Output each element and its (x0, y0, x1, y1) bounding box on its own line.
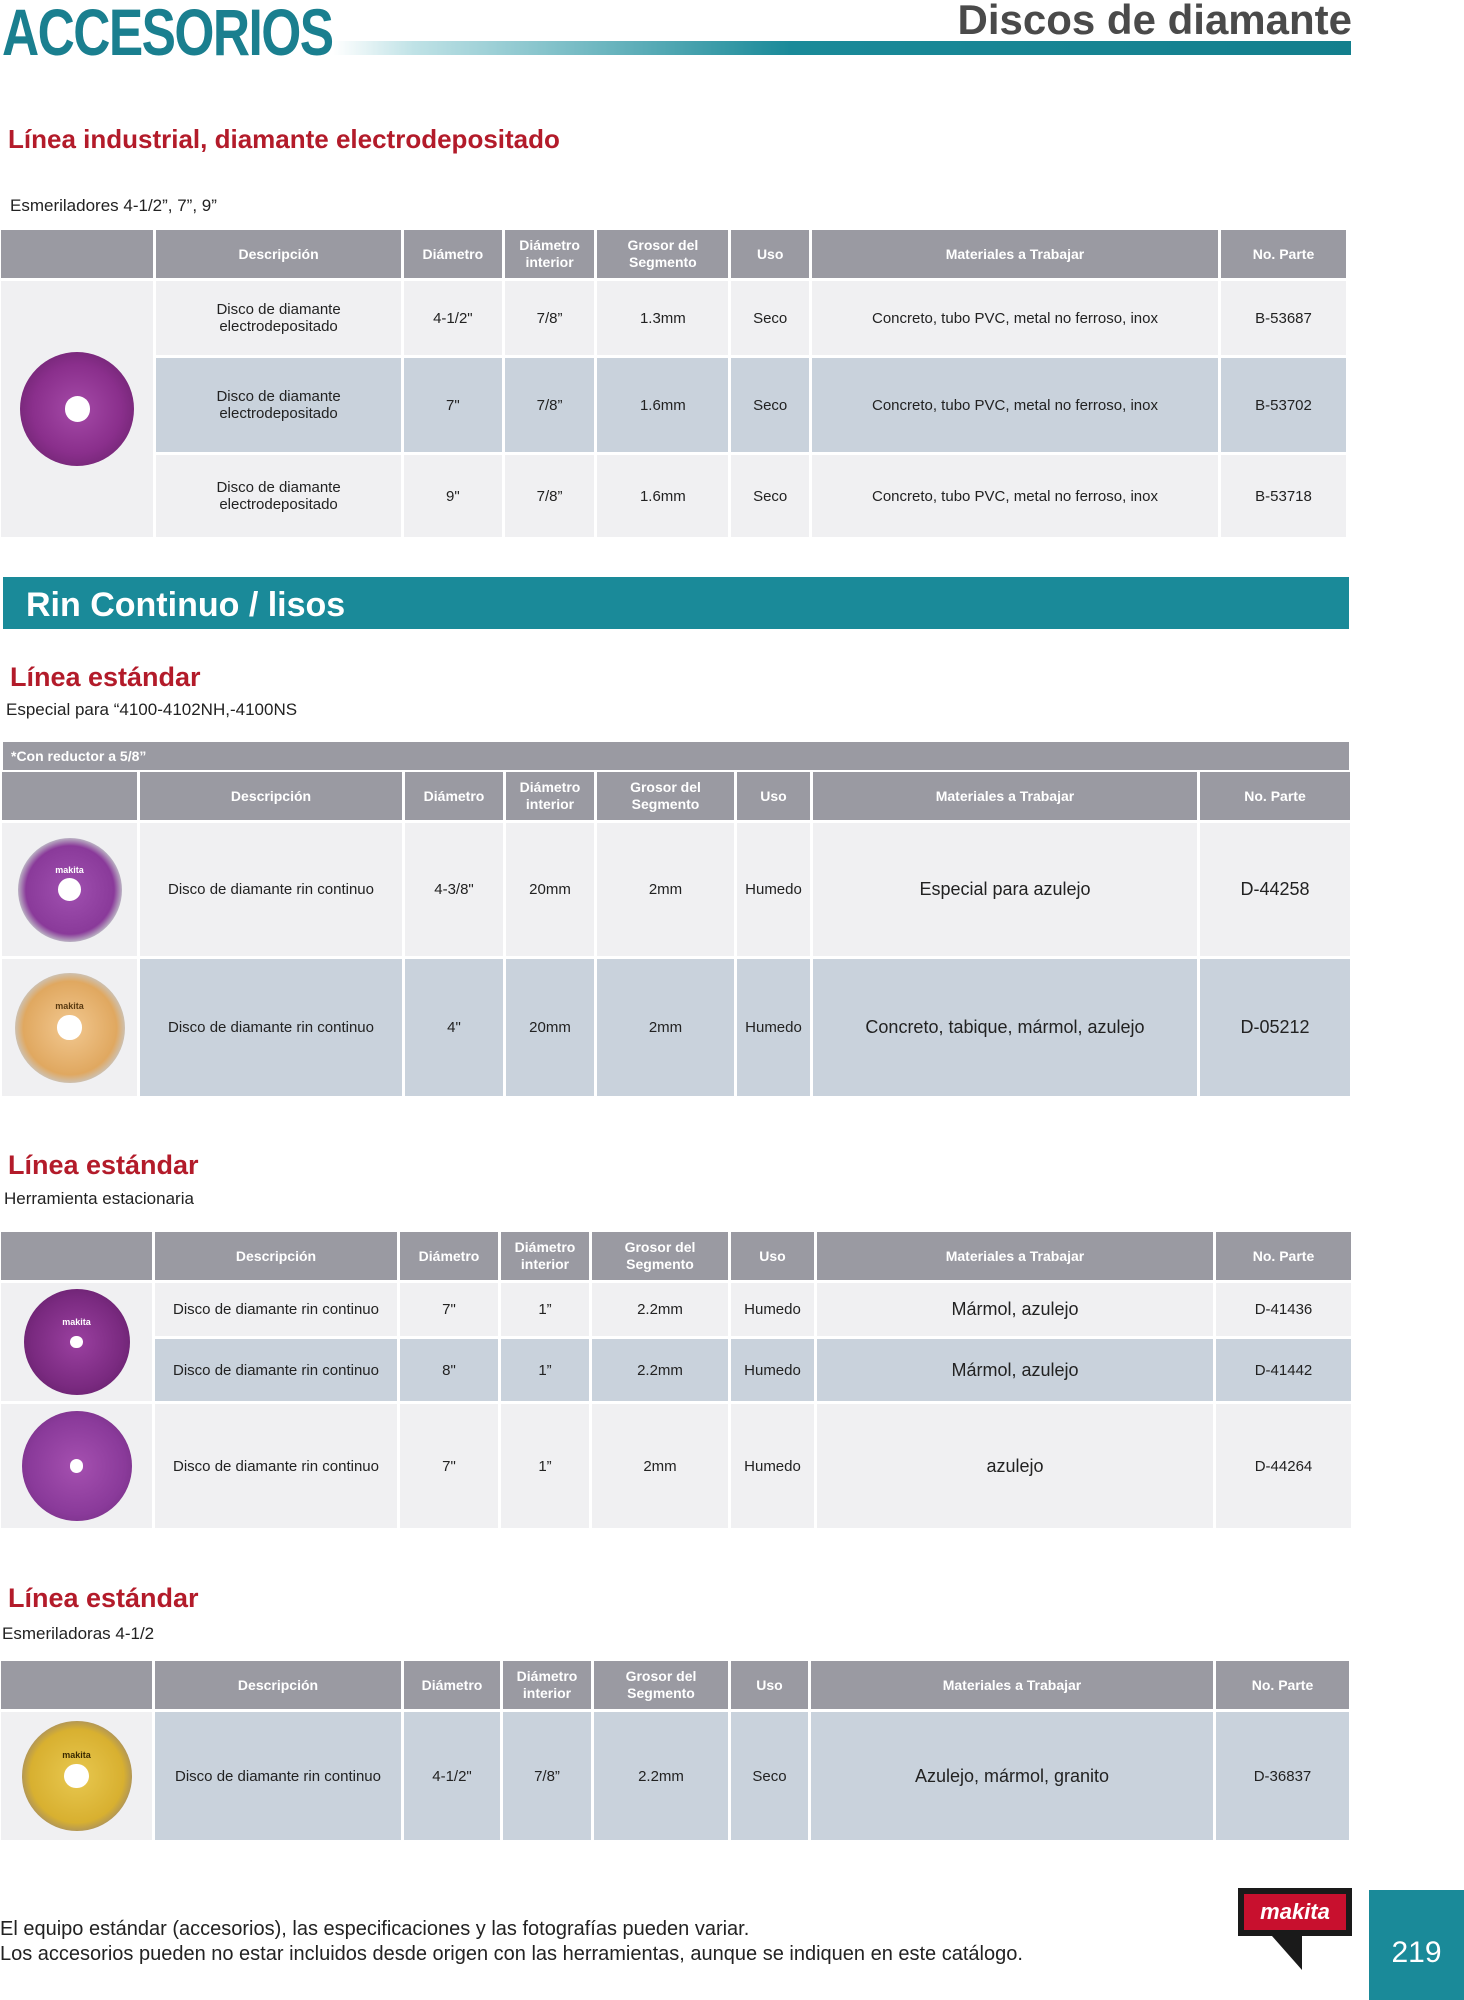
cell-diameter: 9" (404, 455, 502, 537)
col-header-part-number: No. Parte (1200, 772, 1350, 820)
cell-use: Seco (731, 281, 809, 355)
section1-subtitle: Esmeriladores 4-1/2”, 7”, 9” (10, 196, 217, 215)
reducer-note-bar (3, 742, 1349, 770)
cell-inner-diameter: 1” (501, 1283, 589, 1336)
col-header-inner-diameter: Diámetro interior (506, 772, 594, 820)
footer-disclaimer-2: Los accesorios pueden no estar incluidos desde origen con las herramientas, aunque se indiquen en este catálogo. (0, 1943, 1023, 1965)
col-header-image (1, 1232, 152, 1280)
reducer-note: *Con reductor a 5/8” (11, 748, 147, 764)
cell-diameter: 7" (404, 358, 502, 452)
table-row (1, 1404, 1351, 1528)
col-header-materials: Materiales a Trabajar (812, 230, 1218, 278)
section3-table (0, 1232, 1354, 1528)
table-row (1, 1339, 1351, 1401)
cell-inner-diameter: 7/8” (503, 1712, 591, 1840)
section1-table (0, 230, 1349, 537)
product-image (2, 823, 137, 956)
cell-inner-diameter: 20mm (506, 959, 594, 1096)
cell-thickness: 1.6mm (597, 358, 728, 452)
cell-part-number: B-53687 (1221, 281, 1346, 355)
col-header-part-number: No. Parte (1221, 230, 1346, 278)
cell-part-number: D-05212 (1200, 959, 1350, 1096)
cell-materials: Mármol, azulejo (817, 1339, 1213, 1401)
cell-diameter: 4-1/2" (404, 281, 502, 355)
cell-diameter: 4-1/2" (404, 1712, 500, 1840)
cell-inner-diameter: 7/8” (505, 358, 595, 452)
col-header-image (2, 772, 137, 820)
cell-diameter: 4" (405, 959, 503, 1096)
cell-part-number: D-44258 (1200, 823, 1350, 956)
cell-use: Seco (731, 358, 809, 452)
cell-materials: azulejo (817, 1404, 1213, 1528)
diamond-disc-icon (15, 973, 125, 1083)
col-header-inner-diameter: Diámetro interior (503, 1661, 591, 1709)
section2-subtitle: Especial para “4100-4102NH,-4100NS (6, 700, 298, 719)
cell-materials: Concreto, tubo PVC, metal no ferroso, inox (812, 358, 1218, 452)
diamond-disc-icon (24, 1289, 130, 1395)
cell-materials: Concreto, tubo PVC, metal no ferroso, inox (812, 281, 1218, 355)
section-title-accesorios: ACCESORIOS (2, 0, 333, 69)
col-header-description: Descripción (155, 1661, 401, 1709)
col-header-thickness: Grosor del Segmento (592, 1232, 728, 1280)
product-image (2, 959, 137, 1096)
cell-diameter: 7" (400, 1404, 498, 1528)
table-row (1, 281, 1346, 355)
section4-subtitle: Esmeriladoras 4-1/2 (2, 1624, 155, 1643)
table-row (2, 823, 1350, 956)
section2-table (0, 772, 1353, 1096)
cell-description: Disco de diamante electrodepositado (156, 358, 401, 452)
cell-diameter: 8" (400, 1339, 498, 1401)
cell-description: Disco de diamante rin continuo (155, 1712, 401, 1840)
col-header-diameter: Diámetro (404, 1661, 500, 1709)
cell-use: Seco (731, 1712, 808, 1840)
cell-use: Seco (731, 455, 809, 537)
section3-title: Línea estándar (8, 1150, 199, 1180)
makita-brand-mark: makita (62, 1749, 91, 1760)
col-header-part-number: No. Parte (1216, 1232, 1351, 1280)
section4-table (0, 1661, 1352, 1840)
rin-continuo-title: Rin Continuo / lisos (26, 586, 346, 624)
col-header-thickness: Grosor del Segmento (597, 230, 728, 278)
cell-materials: Concreto, tubo PVC, metal no ferroso, inox (812, 455, 1218, 537)
section1-title: Línea industrial, diamante electrodepositado (8, 124, 560, 154)
cell-materials: Especial para azulejo (813, 823, 1197, 956)
table-row (1, 1712, 1349, 1840)
makita-brand-mark: makita (55, 1001, 84, 1012)
col-header-use: Uso (731, 1661, 808, 1709)
col-header-image (1, 1661, 152, 1709)
section4-title: Línea estándar (8, 1583, 199, 1613)
cell-thickness: 2.2mm (592, 1283, 728, 1336)
footer-disclaimer-1: El equipo estándar (accesorios), las especificaciones y las fotografías pueden variar. (0, 1918, 750, 1940)
makita-logo (1238, 1888, 1352, 1970)
cell-inner-diameter: 7/8” (505, 455, 595, 537)
cell-part-number: B-53718 (1221, 455, 1346, 537)
table-row (2, 959, 1350, 1096)
cell-use: Humedo (731, 1404, 814, 1528)
cell-inner-diameter: 1” (501, 1404, 589, 1528)
col-header-description: Descripción (140, 772, 402, 820)
col-header-materials: Materiales a Trabajar (811, 1661, 1213, 1709)
cell-thickness: 2mm (597, 959, 734, 1096)
cell-part-number: D-41442 (1216, 1339, 1351, 1401)
col-header-description: Descripción (156, 230, 401, 278)
product-image (1, 281, 153, 537)
cell-thickness: 1.6mm (597, 455, 728, 537)
col-header-diameter: Diámetro (404, 230, 502, 278)
col-header-inner-diameter: Diámetro interior (505, 230, 595, 278)
cell-thickness: 2.2mm (592, 1339, 728, 1401)
diamond-disc-icon (20, 352, 134, 466)
diamond-disc-icon (18, 838, 122, 942)
cell-materials: Azulejo, mármol, granito (811, 1712, 1213, 1840)
cell-materials: Mármol, azulejo (817, 1283, 1213, 1336)
col-header-description: Descripción (155, 1232, 397, 1280)
col-header-thickness: Grosor del Segmento (597, 772, 734, 820)
logo-text: makita (1260, 1899, 1330, 1924)
product-image (1, 1283, 152, 1401)
cell-use: Humedo (731, 1283, 814, 1336)
cell-diameter: 4-3/8" (405, 823, 503, 956)
cell-thickness: 2mm (592, 1404, 728, 1528)
cell-description: Disco de diamante rin continuo (140, 959, 402, 1096)
col-header-use: Uso (737, 772, 810, 820)
col-header-inner-diameter: Diámetro interior (501, 1232, 589, 1280)
col-header-use: Uso (731, 230, 809, 278)
cell-description: Disco de diamante rin continuo (140, 823, 402, 956)
cell-description: Disco de diamante electrodepositado (156, 455, 401, 537)
cell-materials: Concreto, tabique, mármol, azulejo (813, 959, 1197, 1096)
col-header-diameter: Diámetro (400, 1232, 498, 1280)
cell-part-number: D-36837 (1216, 1712, 1349, 1840)
section2-title: Línea estándar (10, 662, 201, 692)
cell-thickness: 2mm (597, 823, 734, 956)
product-image (1, 1404, 152, 1528)
cell-description: Disco de diamante rin continuo (155, 1404, 397, 1528)
cell-inner-diameter: 1” (501, 1339, 589, 1401)
cell-diameter: 7" (400, 1283, 498, 1336)
cell-part-number: D-44264 (1216, 1404, 1351, 1528)
makita-brand-mark: makita (55, 864, 84, 875)
col-header-materials: Materiales a Trabajar (817, 1232, 1213, 1280)
col-header-use: Uso (731, 1232, 814, 1280)
cell-description: Disco de diamante electrodepositado (156, 281, 401, 355)
col-header-part-number: No. Parte (1216, 1661, 1349, 1709)
cell-use: Humedo (737, 959, 810, 1096)
cell-thickness: 1.3mm (597, 281, 728, 355)
cell-part-number: D-41436 (1216, 1283, 1351, 1336)
cell-part-number: B-53702 (1221, 358, 1346, 452)
cell-inner-diameter: 7/8” (505, 281, 595, 355)
col-header-image (1, 230, 153, 278)
product-image (1, 1712, 152, 1840)
cell-use: Humedo (731, 1339, 814, 1401)
cell-inner-diameter: 20mm (506, 823, 594, 956)
makita-brand-mark: makita (62, 1316, 91, 1327)
diamond-disc-icon (22, 1721, 132, 1831)
cell-use: Humedo (737, 823, 810, 956)
page-number: 219 (1391, 1936, 1442, 1969)
col-header-materials: Materiales a Trabajar (813, 772, 1197, 820)
table-row (1, 358, 1346, 452)
cell-description: Disco de diamante rin continuo (155, 1339, 397, 1401)
col-header-thickness: Grosor del Segmento (594, 1661, 728, 1709)
diamond-disc-icon (22, 1411, 132, 1521)
page-title: Discos de diamante (957, 0, 1352, 43)
table-row (1, 455, 1346, 537)
cell-thickness: 2.2mm (594, 1712, 728, 1840)
cell-description: Disco de diamante rin continuo (155, 1283, 397, 1336)
col-header-diameter: Diámetro (405, 772, 503, 820)
section3-subtitle: Herramienta estacionaria (4, 1189, 194, 1208)
table-row (1, 1283, 1351, 1336)
